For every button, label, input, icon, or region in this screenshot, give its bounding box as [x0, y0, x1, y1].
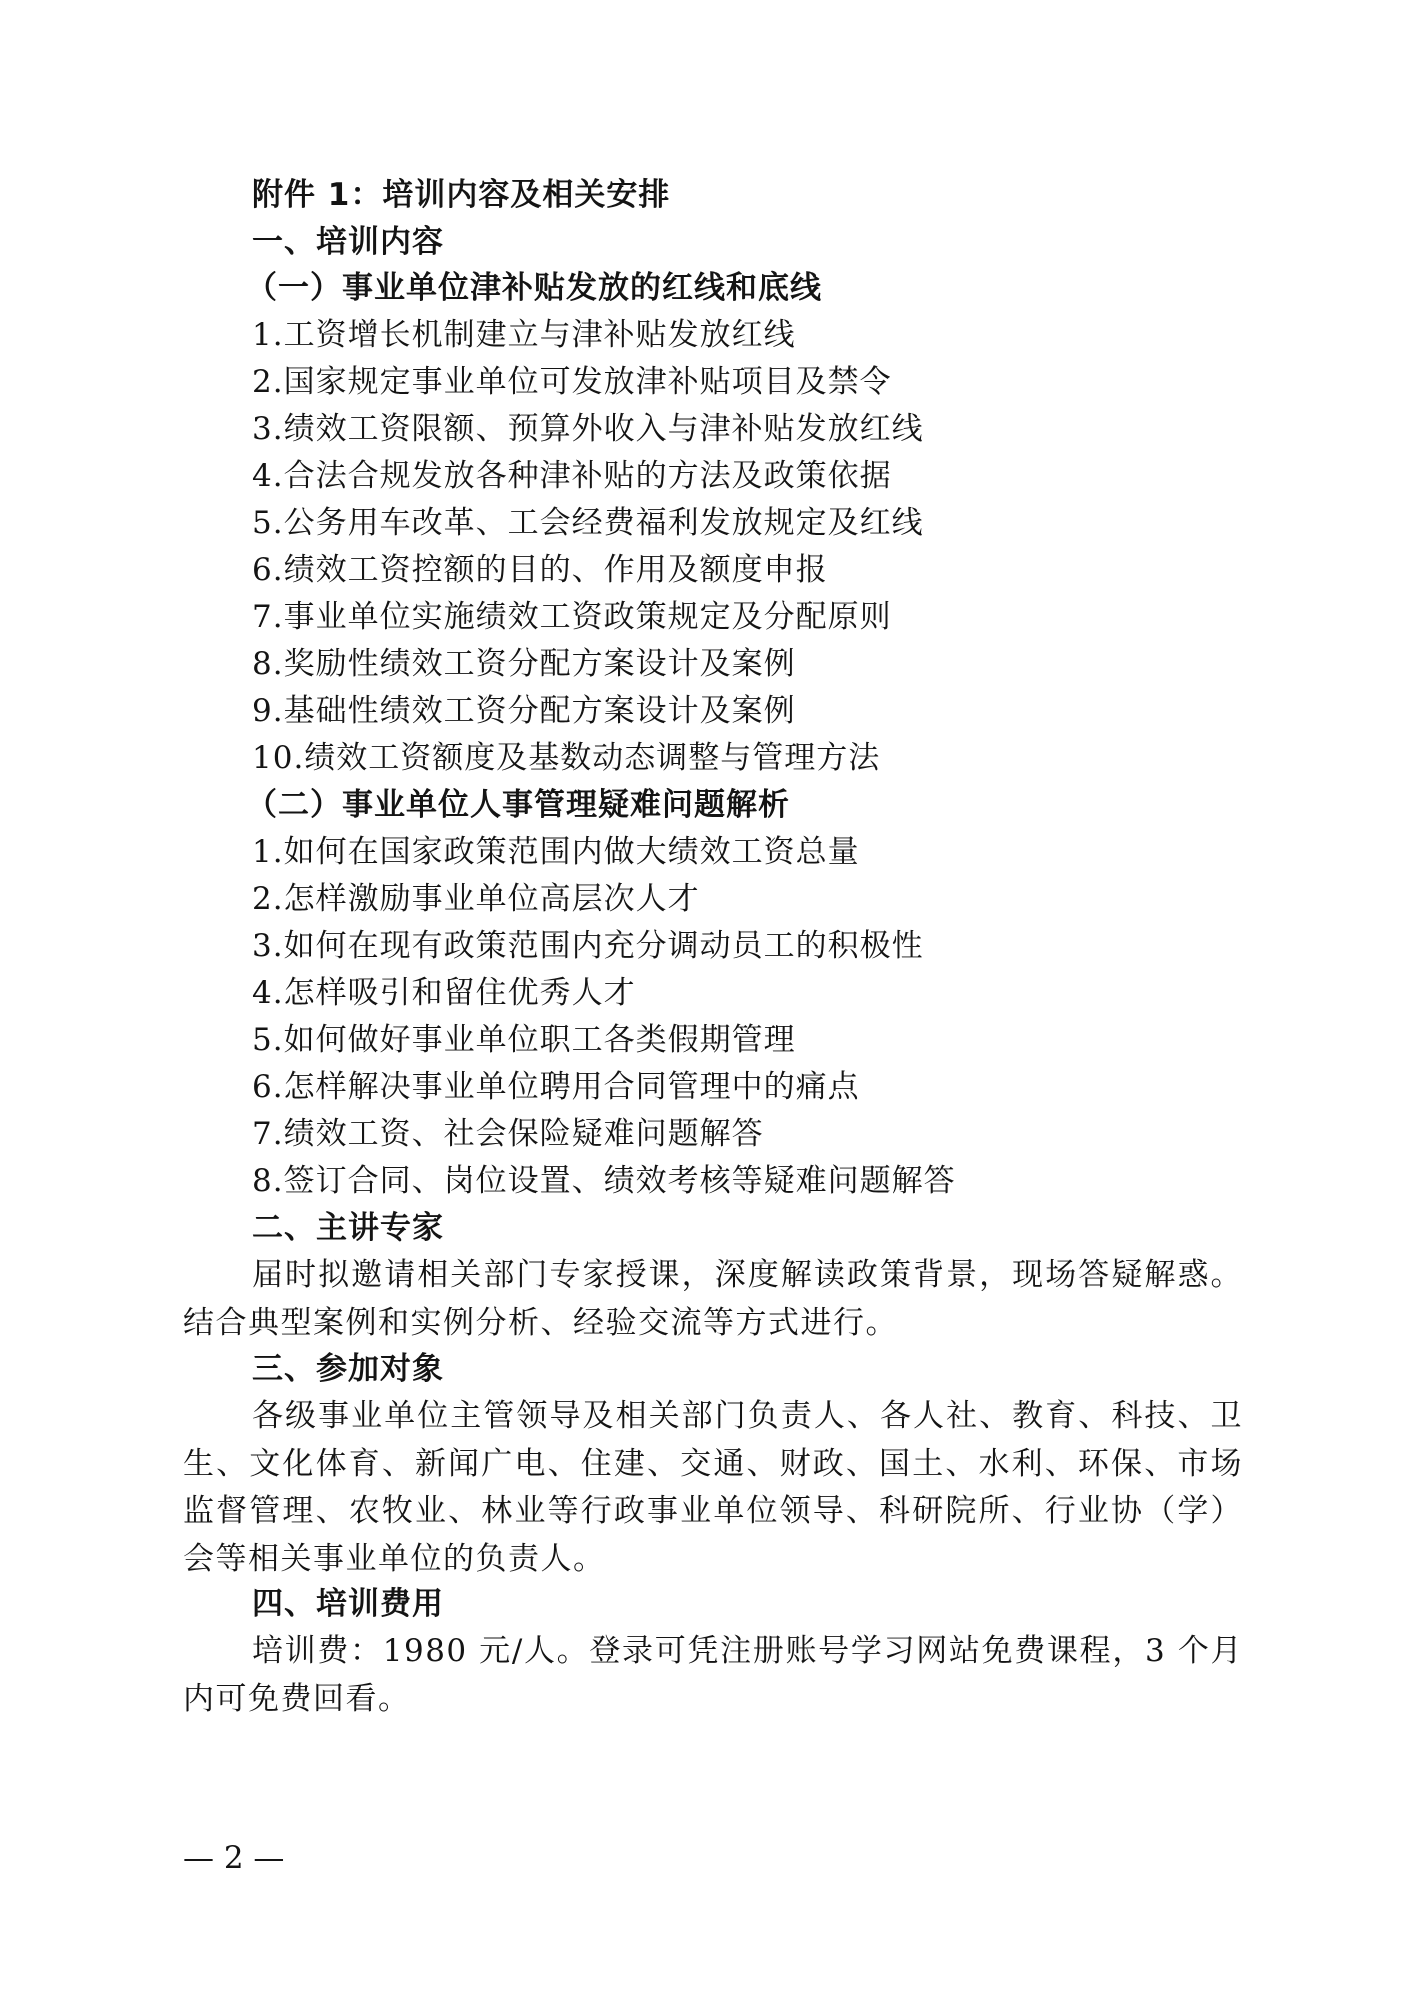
list-item: 4.怎样吸引和留住优秀人才 — [252, 975, 636, 1011]
section-3-heading: 三、参加对象 — [252, 1351, 444, 1387]
list-item: 9.基础性绩效工资分配方案设计及案例 — [252, 693, 796, 729]
section-1-heading: 一、培训内容 — [252, 224, 444, 260]
subsection-1-heading: （一）事业单位津补贴发放的红线和底线 — [246, 270, 822, 306]
section-2-paragraph: 届时拟邀请相关部门专家授课，深度解读政策背景，现场答疑解惑。结合典型案例和实例分析、经验交流等方式进行。 — [183, 1257, 1243, 1341]
list-item: 3.如何在现有政策范围内充分调动员工的积极性 — [252, 928, 924, 964]
section-2-heading: 二、主讲专家 — [252, 1210, 444, 1246]
section-3-paragraph: 各级事业单位主管领导及相关部门负责人、各人社、教育、科技、卫生、文化体育、新闻广电、住建、交通、财政、国土、水利、环保、市场监督管理、农牧业、林业等行政事业单位领导、科研院所、行业协（学）会等相关事业单位的负责人。 — [183, 1398, 1243, 1577]
list-item: 7.事业单位实施绩效工资政策规定及分配原则 — [252, 599, 892, 635]
list-item: 6.怎样解决事业单位聘用合同管理中的痛点 — [252, 1069, 860, 1105]
list-item: 5.公务用车改革、工会经费福利发放规定及红线 — [252, 505, 924, 541]
list-item: 3.绩效工资限额、预算外收入与津补贴发放红线 — [252, 411, 924, 447]
list-item: 7.绩效工资、社会保险疑难问题解答 — [252, 1116, 764, 1152]
list-item: 10.绩效工资额度及基数动态调整与管理方法 — [252, 740, 881, 776]
list-item: 8.签订合同、岗位设置、绩效考核等疑难问题解答 — [252, 1163, 956, 1199]
list-item: 4.合法合规发放各种津补贴的方法及政策依据 — [252, 458, 892, 494]
list-item: 6.绩效工资控额的目的、作用及额度申报 — [252, 552, 828, 588]
list-item: 2.怎样激励事业单位高层次人才 — [252, 881, 700, 917]
list-item: 5.如何做好事业单位职工各类假期管理 — [252, 1022, 796, 1058]
subsection-2-heading: （二）事业单位人事管理疑难问题解析 — [246, 787, 790, 823]
section-4-heading: 四、培训费用 — [252, 1586, 444, 1622]
document-title: 附件 1：培训内容及相关安排 — [252, 177, 671, 213]
list-item: 1.如何在国家政策范围内做大绩效工资总量 — [252, 834, 860, 870]
section-4-paragraph: 培训费：1980 元/人。登录可凭注册账号学习网站免费课程，3 个月内可免费回看。 — [183, 1633, 1243, 1717]
list-item: 2.国家规定事业单位可发放津补贴项目及禁令 — [252, 364, 892, 400]
page-number: — 2 — — [183, 1840, 285, 1876]
list-item: 8.奖励性绩效工资分配方案设计及案例 — [252, 646, 796, 682]
list-item: 1.工资增长机制建立与津补贴发放红线 — [252, 317, 796, 353]
